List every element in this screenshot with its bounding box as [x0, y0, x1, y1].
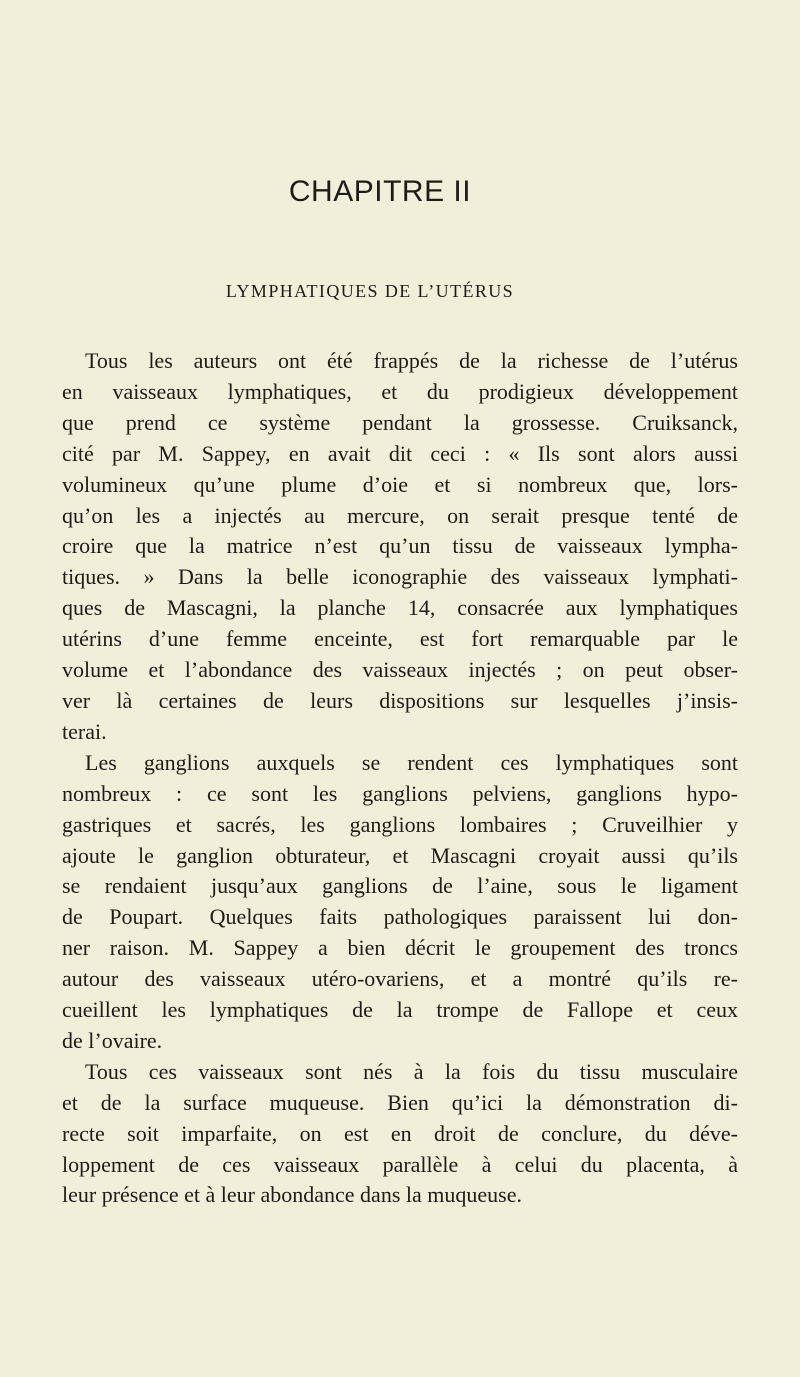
text-line: en vaisseaux lymphatiques, et du prodigieux développement — [62, 378, 738, 404]
text-line: se rendaient jusqu’aux ganglions de l’aine, sous le ligament — [62, 873, 738, 899]
paragraph-2 — [62, 748, 738, 1057]
text-line: tiques. » Dans la belle iconographie des vaisseaux lymphati- — [62, 564, 738, 590]
chapter-heading: CHAPITRE II — [288, 175, 472, 208]
text-line: que prend ce système pendant la grossesse. Cruiksanck, — [62, 409, 738, 435]
text-line: croire que la matrice n’est qu’un tissu de vaisseaux lympha- — [62, 533, 738, 559]
text-line: ner raison. M. Sappey a bien décrit le groupement des troncs — [62, 935, 738, 961]
body-text — [62, 346, 738, 1211]
text-line: de l’ovaire. — [62, 1027, 163, 1053]
text-line: nombreux : ce sont les ganglions pelviens, ganglions hypo- — [62, 780, 738, 806]
text-line: Tous les auteurs ont été frappés de la richesse de l’utérus — [85, 348, 738, 373]
text-line: cueillent les lymphatiques de la trompe de Fallope et ceux — [62, 997, 738, 1023]
text-line: recte soit imparfaite, on est en droit de conclure, du déve- — [62, 1120, 738, 1146]
text-line: cité par M. Sappey, en avait dit ceci : « Ils sont alors aussi — [62, 440, 738, 466]
text-line: gastriques et sacrés, les ganglions lombaires ; Cruveilhier y — [62, 811, 738, 837]
text-line: Les ganglions auxquels se rendent ces lymphatiques sont — [85, 749, 738, 775]
text-line: qu’on les a injectés au mercure, on serait presque tenté de — [62, 502, 738, 528]
text-line: loppement de ces vaisseaux parallèle à celui du placenta, à — [62, 1151, 738, 1177]
text-line: terai. — [62, 718, 107, 744]
paragraph-1 — [62, 346, 738, 748]
chapter-subtitle: LYMPHATIQUES DE L’UTÉRUS — [225, 281, 515, 301]
text-line: Tous ces vaisseaux sont nés à la fois du tissu musculaire — [85, 1058, 738, 1084]
text-line: ques de Mascagni, la planche 14, consacrée aux lymphatiques — [62, 595, 738, 621]
text-line: et de la surface muqueuse. Bien qu’ici la démonstration di- — [62, 1089, 738, 1115]
text-line: leur présence et à leur abondance dans la muqueuse. — [62, 1182, 522, 1208]
text-line: volume et l’abondance des vaisseaux injectés ; on peut obser- — [62, 657, 738, 683]
text-line: de Poupart. Quelques faits pathologiques paraissent lui don- — [62, 904, 738, 930]
text-line: utérins d’une femme enceinte, est fort remarquable par le — [62, 626, 738, 652]
text-line: autour des vaisseaux utéro-ovariens, et a montré qu’ils re- — [62, 966, 738, 992]
text-line: ver là certaines de leurs dispositions sur lesquelles j’insis- — [62, 687, 738, 713]
paragraph-3 — [62, 1057, 738, 1212]
text-line: ajoute le ganglion obturateur, et Mascagni croyait aussi qu’ils — [62, 842, 738, 868]
text-line: volumineux qu’une plume d’oie et si nombreux que, lors- — [62, 471, 738, 497]
